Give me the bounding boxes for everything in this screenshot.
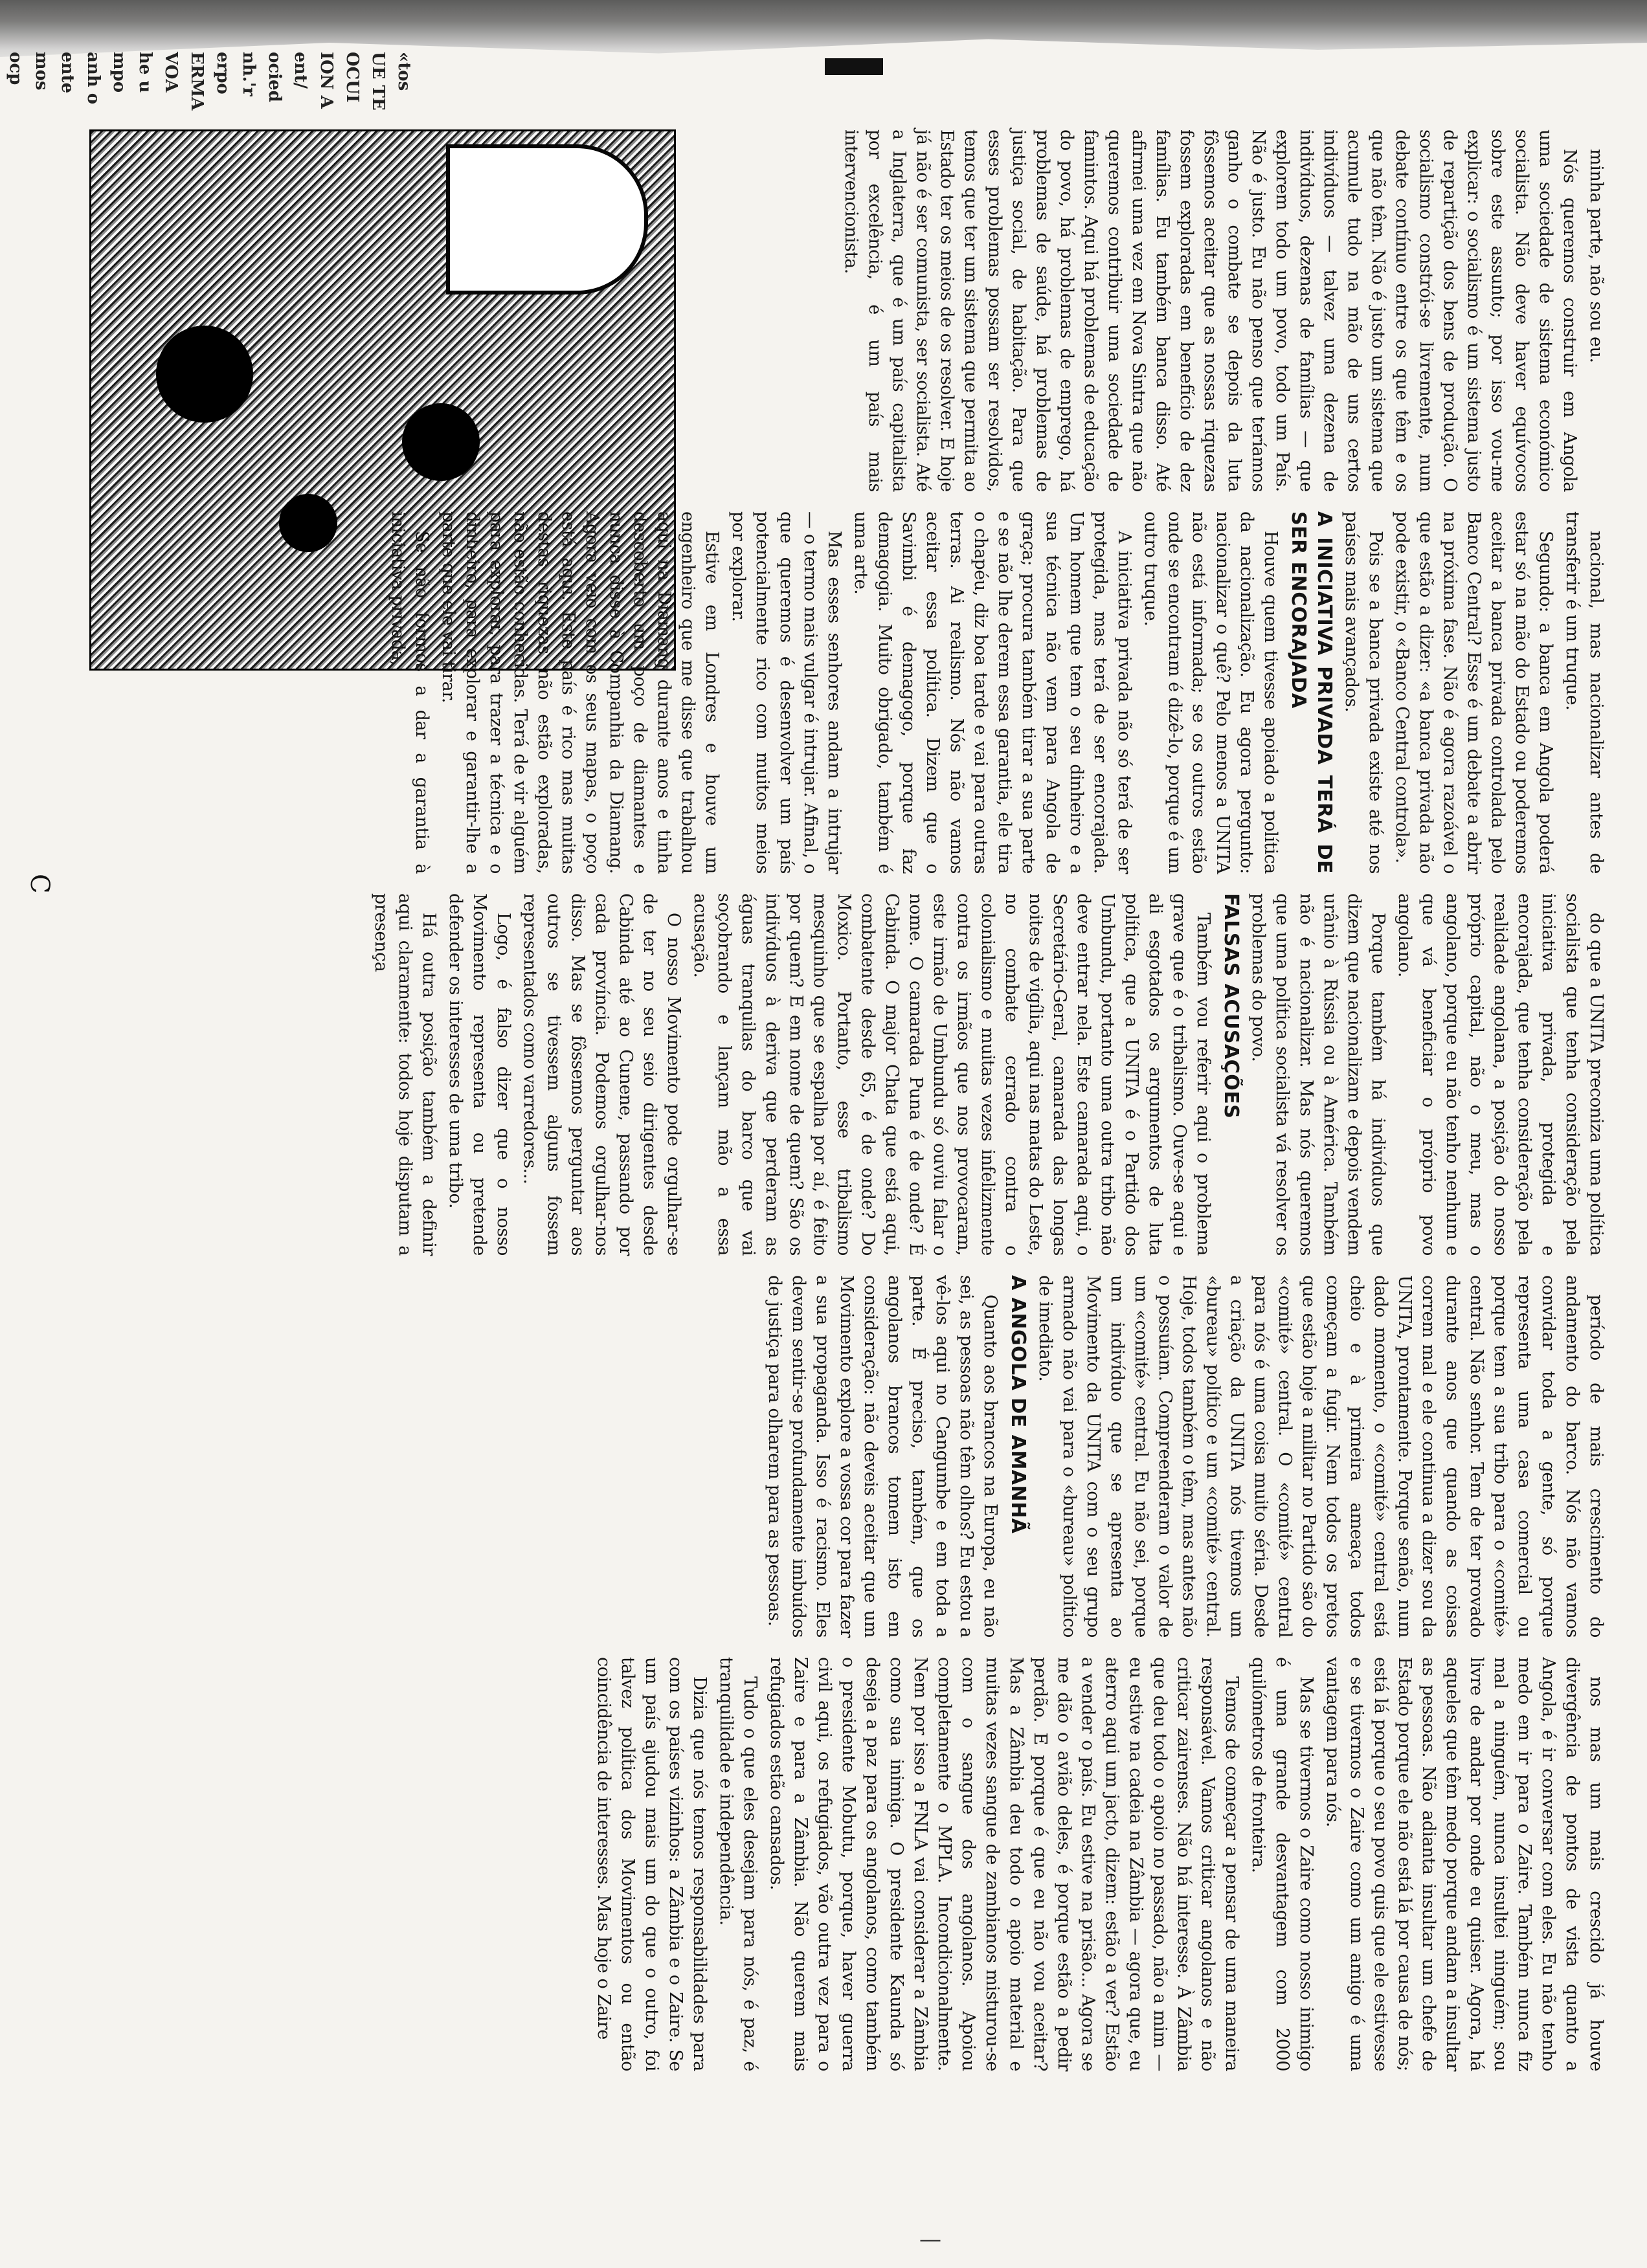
article-paragraph: Porque também há indivíduos que dizem que nacionalizam e depois vendem urânio à Rússia ou à América. Também não é nacionalizar. Mas nós queremos que uma política socialista vá resolver os problemas do povo. <box>1248 893 1388 1256</box>
article-paragraph: do que a UNITA preconiza uma política socialista que tenha consideração pela iniciativa privada, protegida e encorajada, que tenha consideração pela realidade angolana, a posição do nosso próprio capital, não o meu, mas o angolano, porque eu não tenho nenhum e que vá beneficiar o próprio povo angolano. <box>1395 893 1606 1256</box>
article-paragraph: Pois se a banca privada existe até nos países mais avançados. <box>1341 511 1385 874</box>
margin-fragment: ocied <box>265 52 284 102</box>
article-paragraph: Estive em Londres e houve um engenheiro que me disse que trabalhou aqui na Diamang durante anos e tinha descoberto um poço de diamantes e nunca disse à Companhia da Diamang. Agora veio com os seus mapas, o poço está aqui. Este país é rico mas muitas destas riquezas não estão exploradas, não estão conhecidas. Terá de vir alguém para explorar, para trazer a técnica e o dinheiro, para explorar e garantir-lhe a parte que ele vai tirar. <box>438 511 722 874</box>
article-paragraph: Temos de começar a pensar de uma maneira responsável. Vamos criticar angolanos e não criticar zairenses. Não há interesse. À Zâmbia que deu todo o apoio no passado, não a mim — eu estive na cadeia na Zâmbia — agora que, eu aterro aqui um jacto, dizem: estão a ver? Estão a vender o país. Eu estive na prisão... Agora se me dão o avião deles, é porque estão a pedir perdão. E porque é que eu não vou aceitar? Mas a Zâmbia deu todo o apoio material e muitas vezes sangue de zambianos misturou-se com o sangue dos angolanos. Apoiou completamente o MPLA. Incondicionalmente. Nem por isso a FNLA vai considerar a Zâmbia como sua inimiga. O presidente Kaunda só deseja a paz para os angolanos, como também o presidente Mobutu, porque, haver guerra civil aqui, os refugiados, vão outra vez para o Zaire e para a Zâmbia. Não querem mais refugiados estão cansados. <box>767 1657 1242 2071</box>
article-paragraph: Logo, é falso dizer que o nosso Movimento representa ou pretende defender os interesses de uma tribo. <box>445 893 513 1256</box>
margin-fragment: nh.'r <box>239 52 258 96</box>
article-paragraph: nos mas um mais crescido já houve divergência de pontos de vista quanto a Angola, é ir conversar com eles. Eu não tenho medo em ir para o Zaire. Também nunca fiz mal a ninguém, nunca insultei ninguém; sou livre de andar por onde eu quiser. Agora, há aqueles que têm medo porque andam a insultar as pessoas. Não adianta insultar um chefe de Estado porque ele não está lá por causa de nós; está lá porque o seu povo quis que ele estivesse e se tivermos o Zaire como um amigo é uma vantagem para nós. <box>1323 1657 1606 2071</box>
ink-blot <box>825 58 883 75</box>
article-column-4 <box>67 1275 1608 1638</box>
article-column-2 <box>67 511 1608 874</box>
margin-fragment: UE TE <box>368 52 388 111</box>
stray-dash: — <box>919 2227 941 2252</box>
margin-fragment: ente <box>58 52 77 93</box>
article-paragraph: nacional, mas nacionalizar antes de transferir é um truque. <box>1562 511 1606 874</box>
stray-mark: C <box>25 874 54 894</box>
article-paragraph: minha parte, não sou eu. <box>1586 149 1606 363</box>
margin-fragment: ent/ <box>291 52 310 89</box>
article-paragraph: Segundo: a banca em Angola poderá estar só na mão do Estado ou poderemos aceitar a banca privada controlada pelo Banco Central? Esse é um debate a abrir na próxima fase. Não é agora razoável o que estão a dizer: «a banca privada não pode existir, o «Banco Central controla». <box>1392 511 1556 874</box>
article-paragraph: O nosso Movimento pode orgulhar-se de ter no seu seio dirigentes desde Cabinda até ao Cunene, passando por cada província. Podemos orgulhar-nos disso. Mas se fôssemos perguntar aos outros se tivessem alguns fossem representados como varredores... <box>520 893 684 1256</box>
margin-fragment: erpo <box>213 52 232 94</box>
article-paragraph: Houve quem tivesse apoiado a política da nacionalização. Eu agora pergunto: nacionalizar o quê? Pelo menos a UNITA não está informada; se os outros estão onde se encontram é dizê-lo, porque é um outro truque. <box>1141 511 1281 874</box>
article-column-1 <box>689 129 1608 492</box>
photo-figure <box>156 326 253 423</box>
section-heading: A ANGOLA DE AMANHÃ <box>1007 1275 1029 1534</box>
margin-fragment: mpo <box>109 52 129 93</box>
article-column-5 <box>67 1657 1608 2071</box>
margin-fragment: mos <box>32 52 51 91</box>
column-1-body <box>839 129 1608 492</box>
column-2-body <box>386 511 1608 874</box>
section-heading: FALSAS ACUSAÇÕES <box>1220 893 1242 1119</box>
article-paragraph: Também vou referir aqui o problema grave que é o tribalismo. Ouve-se aqui e ali esgotados os argumentos de luta política, que a UNITA é o Partido dos Umbundu, portanto uma outra tribo não deve entrar nela. Este camarada aqui, o Secretário-Geral, camarada das longas noites de vigília, aqui nas matas do Leste, no combate cerrado contra o colonialismo e muitas vezes infelizmente contra os irmãos que nos provocaram, este irmão de Umbundu só ouviu falar o nome. O camarada Puna é de onde? É Cabinda. O major Chata que está aqui, combatente desde 65, é de onde? Do Moxico. Portanto, esse tribalismo mesquinho que se espalha por aí, é feito por quem? E em nome de quem? São os indivíduos à deriva que perderam as águas tranquilas do barco que vai soçobrando e lançam mão a essa acusação. <box>690 893 1213 1256</box>
margin-fragment: «tos <box>394 52 414 91</box>
margin-fragment: he u <box>135 52 155 93</box>
photo-arch-doorway <box>446 144 648 295</box>
article-paragraph: Mas se tivermos o Zaire como nosso inimigo é uma grande desvantagem com 2000 quilómetros de fronteira. <box>1248 1657 1316 2071</box>
article-paragraph: Tudo o que eles desejam para nós, é paz, é tranquilidade e independência. <box>716 1657 760 2071</box>
article-paragraph: Há outra posição também a definir aqui claramente: todos hoje disputam a presença <box>371 893 439 1256</box>
margin-fragment: ocp <box>6 52 25 85</box>
article-paragraph: Quanto aos brancos na Europa, eu não sei, as pessoas não têm olhos? Eu estou a vê-los aqui no Cangumbe e em toda a parte. É preciso, também, que os angolanos brancos tomem isto em consideração: não deveis aceitar que um Movimento explore a vossa cor para fazer a sua propaganda. Isso é racismo. Eles devem sentir-se profundamente imbuídos de justiça para olharem para as pessoas. <box>765 1275 1000 1638</box>
photo-figure <box>402 403 480 481</box>
article-paragraph: Mas esses senhores andam a intrujar — o termo mais vulgar é intrujar. Afinal, o que queremos é desenvolver um país potencialmente rico com muitos meios por explorar. <box>728 511 844 874</box>
margin-fragment <box>0 52 3 168</box>
article-paragraph: período de mais crescimento do andamento do barco. Nós não vamos convidar toda a gente, só porque representa uma casa comercial ou porque tem a sua tribo para o «comité» central. Não senhor. Tem de ter provado durante anos que quando as coisas correm mal e ele continua a dizer sou da UNITA, prontamente. Porque senão, num dado momento, o «comité» central está cheio e à primeira ameaça todos começam a fugir. Nem todos os pretos que estão hoje a militar no Partido são do «comité» central. O «comité» central para nós é uma coisa muito séria. Desde a criação da UNITA nós tivemos um «bureau» político e um «comité» central. Hoje, todos também o têm, mas antes não o possuíam. Compreenderam o valor de um «comité» central. Eu não sei, porque um indivíduo que se apresenta ao Movimento da UNITA com o seu grupo armado não vai para o «bureau» político de imediato. <box>1035 1275 1606 1638</box>
margin-fragment: VOA <box>161 52 181 93</box>
column-3-body <box>369 893 1608 1256</box>
article-paragraph: Nós queremos construir em Angola uma sociedade de sistema económico socialista. Não deve haver equívocos sobre este assunto; por isso vou-me explicar: o socialismo é um sistema justo de repartição dos bens de produção. O socialismo constrói-se livremente, num debate contínuo entre os que têm e os que não têm. Não é justo um sistema que acumule tudo na mão de uns certos indivíduos — talvez uma dezena de indivíduos, dezenas de famílias — que explorem todo um povo, todo um País. Não é justo. Eu não penso que teríamos ganho o combate se depois da luta fôssemos aceitar que as nossas riquezas fossem exploradas em benefício de dez famílias. Eu também banca disso. Até afirmei uma vez em Nova Sintra que não queremos contribuir uma sociedade de famintos. Aqui há problemas de educação do povo, há problemas de emprego, há problemas de saúde, há problemas de justiça social, de habitação. Para que esses problemas possam ser resolvidos, temos que ter um sistema que permita ao Estado ter os meios de os resolver. E hoje já não é ser comunista, ser socialista. Até a Inglaterra, que é um país capitalista por excelência, é um país mais intervencionista. <box>841 129 1580 492</box>
article-paragraph: Se não formos a dar a garantia à iniciativa privada, <box>388 511 432 874</box>
article-paragraph: Dizia que nós temos responsabilidades para com os países vizinhos: a Zâmbia e o Zaire. Se um país ajudou mais um do que o outro, foi talvez política dos Movimentos ou então coincidência de interesses. Mas hoje o Zaire <box>594 1657 710 2071</box>
column-5-body <box>592 1657 1608 2071</box>
margin-fragment: ERMA <box>187 52 207 111</box>
margin-fragment: ION A <box>317 52 336 109</box>
margin-fragment: OCUI <box>342 52 362 103</box>
margin-fragment: anh o <box>84 52 103 105</box>
section-heading: A INICIATIVA PRIVADA TERÁ DE SER ENCORAJADA <box>1287 511 1336 874</box>
article-paragraph: A iniciativa privada não só terá de ser protegida, mas terá de ser encorajada. Um homem que tem o seu dinheiro e a sua técnica não vem para Angola de graça; procura também tirar a sua parte e se não lhe derem essa garantia, ele tira o chapéu, diz boa tarde e vai para outras terras. Ai realismo. Nós não vamos aceitar essa política. Dizem que o Savimbi é demagogo, porque faz demagogia. Muito obrigado, também é uma arte. <box>851 511 1134 874</box>
article-column-3 <box>67 893 1608 1256</box>
column-4-body <box>763 1275 1608 1638</box>
